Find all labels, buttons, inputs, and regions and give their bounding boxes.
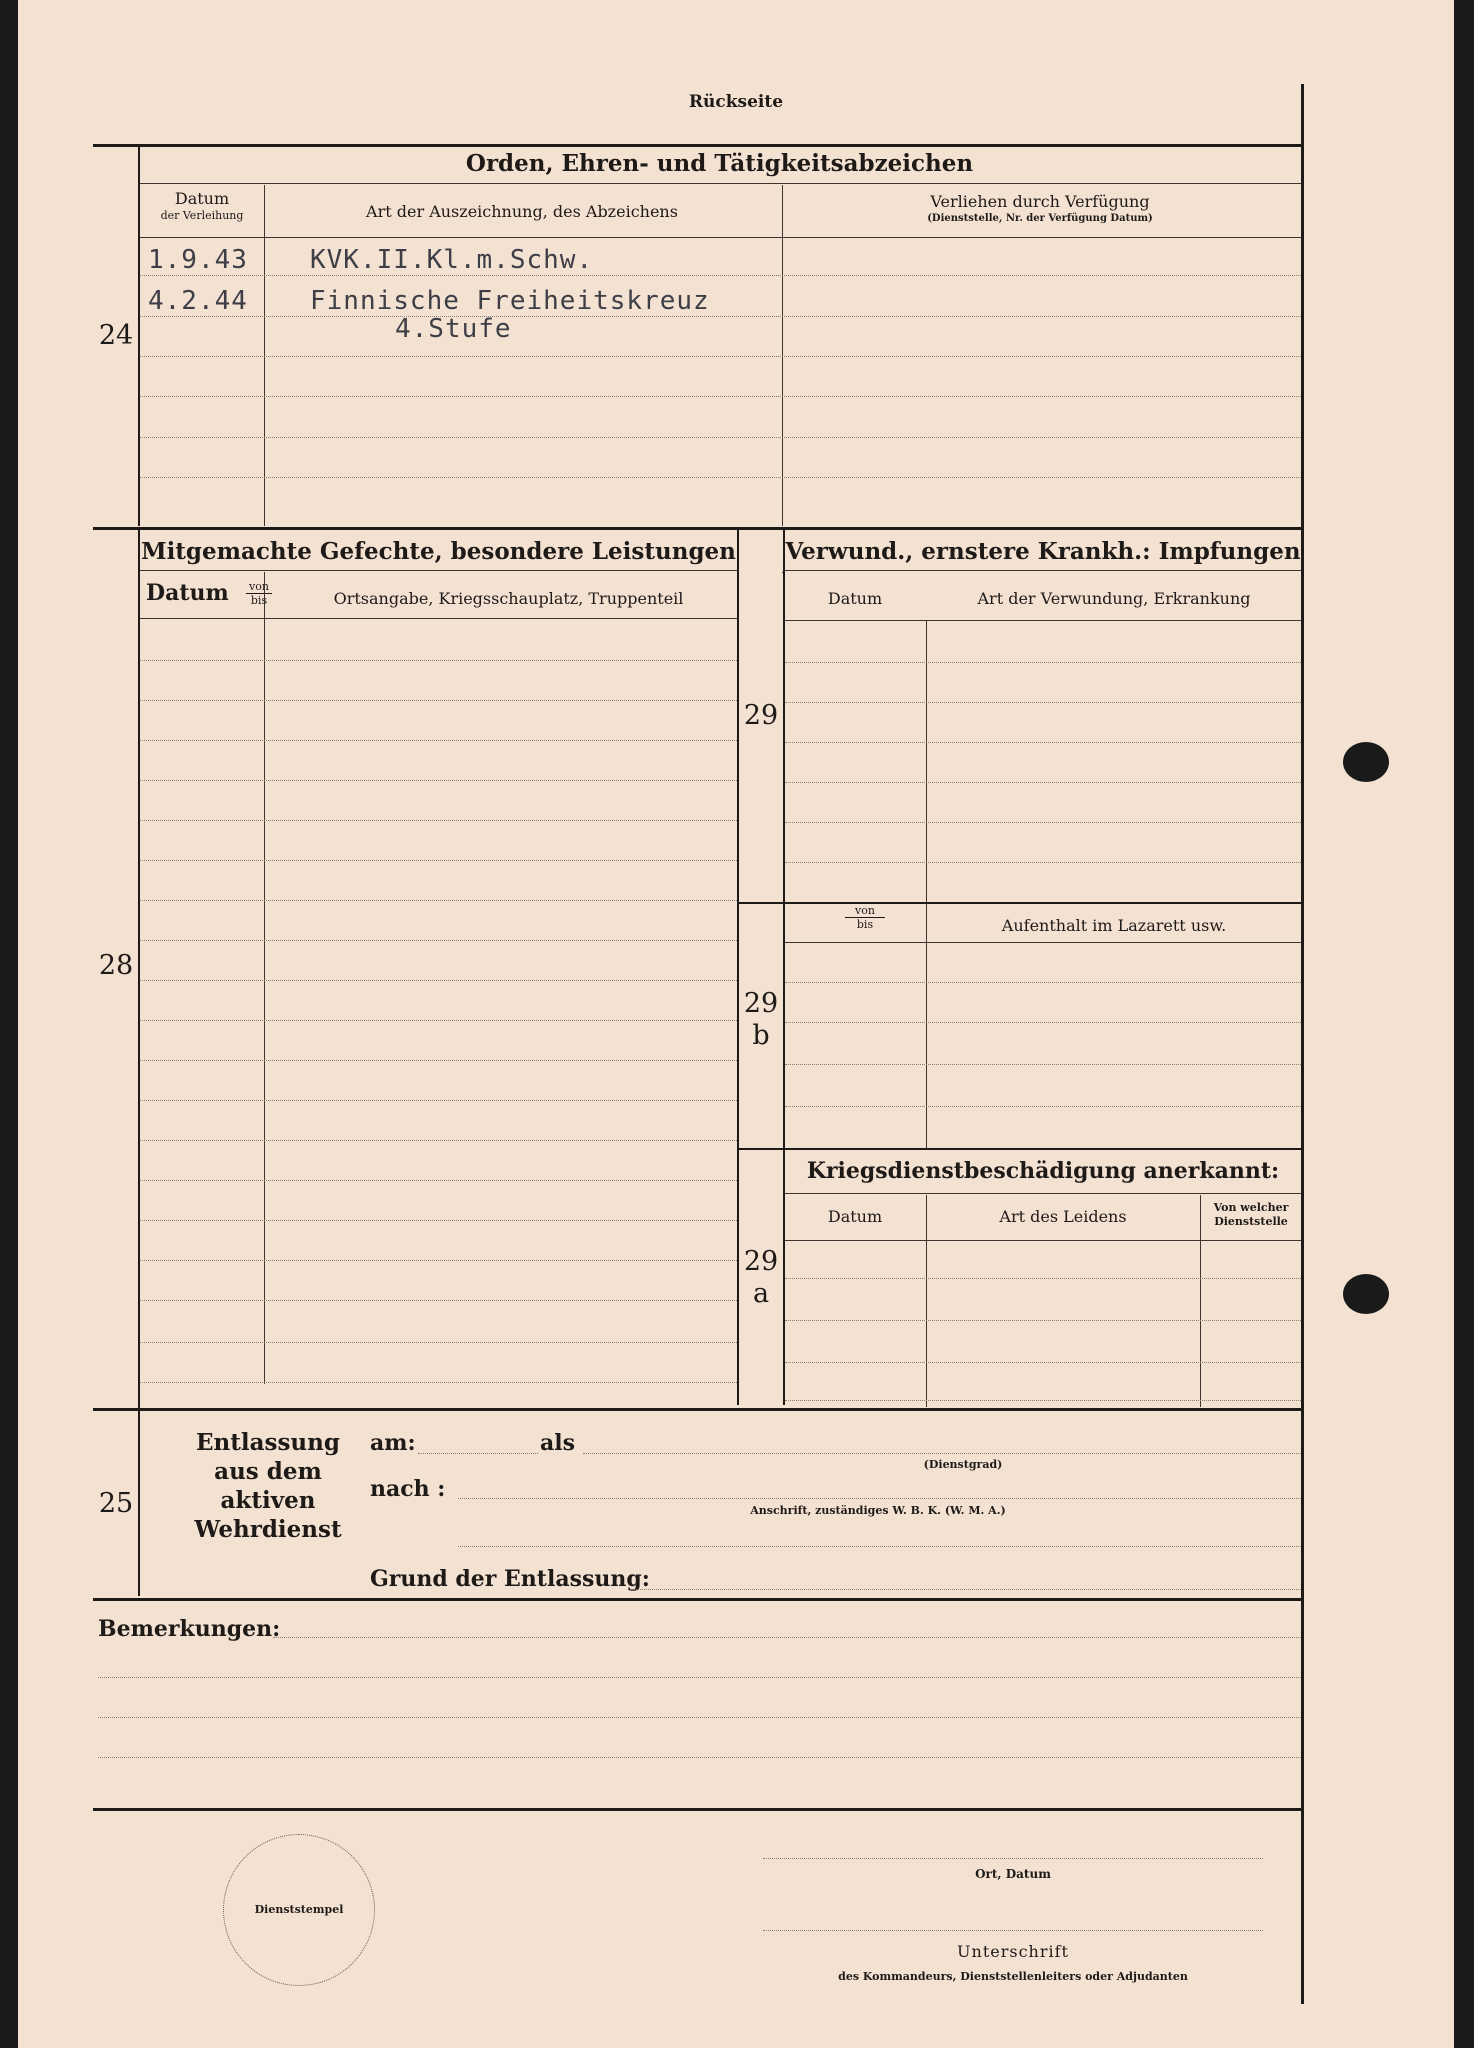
section28-top-line [93,527,1303,530]
unterschrift-field[interactable] [763,1930,1263,1931]
section28-col-datum: Datum von bis [146,580,229,606]
remarks-bottom-line [93,1808,1303,1811]
page-title: Rückseite [688,92,784,112]
section24-col-verliehen: Verliehen durch Verfügung (Dienststelle, Nr. der Verfügung Datum) [927,192,1153,224]
award-2-name: Finnische Freiheitskreuz [310,286,710,316]
section29b-col-vonbis: von bis [845,904,885,931]
remarks-line-1[interactable] [273,1637,1301,1638]
entlassung-als-label: als [540,1430,575,1456]
section29b-number: 29 b [743,988,779,1051]
section28-col-divider [264,572,265,1384]
section29b-top-line [739,902,1303,904]
section24-header-rule [140,237,1301,238]
remarks-line-2[interactable] [98,1677,1301,1678]
section29-col-datum: Datum [827,589,883,608]
section25-number: 25 [98,1488,134,1519]
award-2-name-line2: 4.Stufe [395,314,512,344]
unterschrift-subcaption: des Kommandeurs, Dienststellenleiters oder Adjudanten [838,1970,1188,1983]
entlassung-nach-field[interactable] [458,1498,1301,1499]
entlassung-anschrift-field[interactable] [458,1546,1301,1547]
dienstgrad-caption: (Dienstgrad) [923,1458,1003,1471]
section29-num-divider [782,572,783,573]
section24-title: Orden, Ehren- und Tätigkeitsabzeichen [465,150,974,177]
section29-title-rule [785,570,1301,571]
section24-number: 24 [98,320,134,351]
section24-col-datum: Datum der Verleihung [160,189,244,222]
section25-label: Entlassung aus dem aktiven Wehrdienst [194,1429,342,1543]
section28-col-orts: Ortsangabe, Kriegsschauplatz, Truppenteil [333,589,684,608]
section29b-col-divider [926,904,927,1148]
ort-datum-field[interactable] [763,1858,1263,1859]
section28-header-rule [140,618,737,619]
section29a-top-line [739,1148,1303,1150]
section29a-number: 29 a [743,1246,779,1309]
right-border-line [1301,84,1304,2004]
section25-top-line [93,1408,1303,1411]
section29b-header-rule [785,942,1301,943]
entlassung-am-label: am: [370,1430,416,1456]
document-page [18,0,1454,2048]
section29a-header-rule [785,1240,1301,1241]
entlassung-dienstgrad-field[interactable] [583,1453,1301,1454]
section29a-col-art: Art des Leidens [999,1207,1127,1226]
section28-left-line [138,529,140,1411]
remarks-line-4[interactable] [98,1757,1301,1758]
section29-header-rule [785,620,1301,621]
section29a-col-divider-1 [926,1195,927,1407]
section29-col-art: Art der Verwundung, Erkrankung [977,589,1251,608]
entlassung-am-field[interactable] [418,1453,538,1454]
award-1-date: 1.9.43 [148,245,248,275]
punch-hole-lower [1343,1274,1389,1314]
section29b-col-aufenthalt: Aufenthalt im Lazarett usw. [1001,916,1227,935]
section29-number: 29 [743,700,779,731]
unterschrift-caption: Unterschrift [957,1942,1069,1961]
section29a-col-divider-2 [1200,1195,1201,1407]
section24-top-line [93,144,1303,147]
section24-title-rule [140,183,1301,184]
award-2-date: 4.2.44 [148,286,248,316]
punch-hole-upper [1343,742,1389,782]
section25-left-line [138,1410,140,1596]
section29a-title-rule [785,1193,1301,1194]
remarks-line-3[interactable] [98,1717,1301,1718]
entlassung-grund-label: Grund der Entlassung: [370,1566,650,1592]
section29a-col-von: Von welcher Dienststelle [1213,1201,1289,1228]
dienststempel-label: Dienststempel [254,1903,344,1916]
award-1-name: KVK.II.Kl.m.Schw. [310,245,594,275]
entlassung-grund-field[interactable] [630,1589,1301,1590]
anschrift-caption: Anschrift, zuständiges W. B. K. (W. M. A.) [750,1504,1006,1517]
section29-left-line [783,529,785,1405]
section28-title: Mitgemachte Gefechte, besondere Leistungen [141,538,736,565]
entlassung-nach-label: nach : [370,1476,446,1502]
section29a-title: Kriegsdienstbeschädigung anerkannt: [806,1158,1280,1184]
ort-datum-caption: Ort, Datum [975,1867,1051,1881]
section29-title: Verwund., ernstere Krankh.: Impfungen [785,538,1301,565]
section28-number: 28 [98,950,134,981]
section24-col-art: Art der Auszeichnung, des Abzeichens [366,202,678,221]
remarks-top-line [93,1598,1303,1601]
section29a-col-datum: Datum [827,1207,883,1226]
section28-title-rule [140,570,737,571]
remarks-label: Bemerkungen: [98,1616,281,1642]
